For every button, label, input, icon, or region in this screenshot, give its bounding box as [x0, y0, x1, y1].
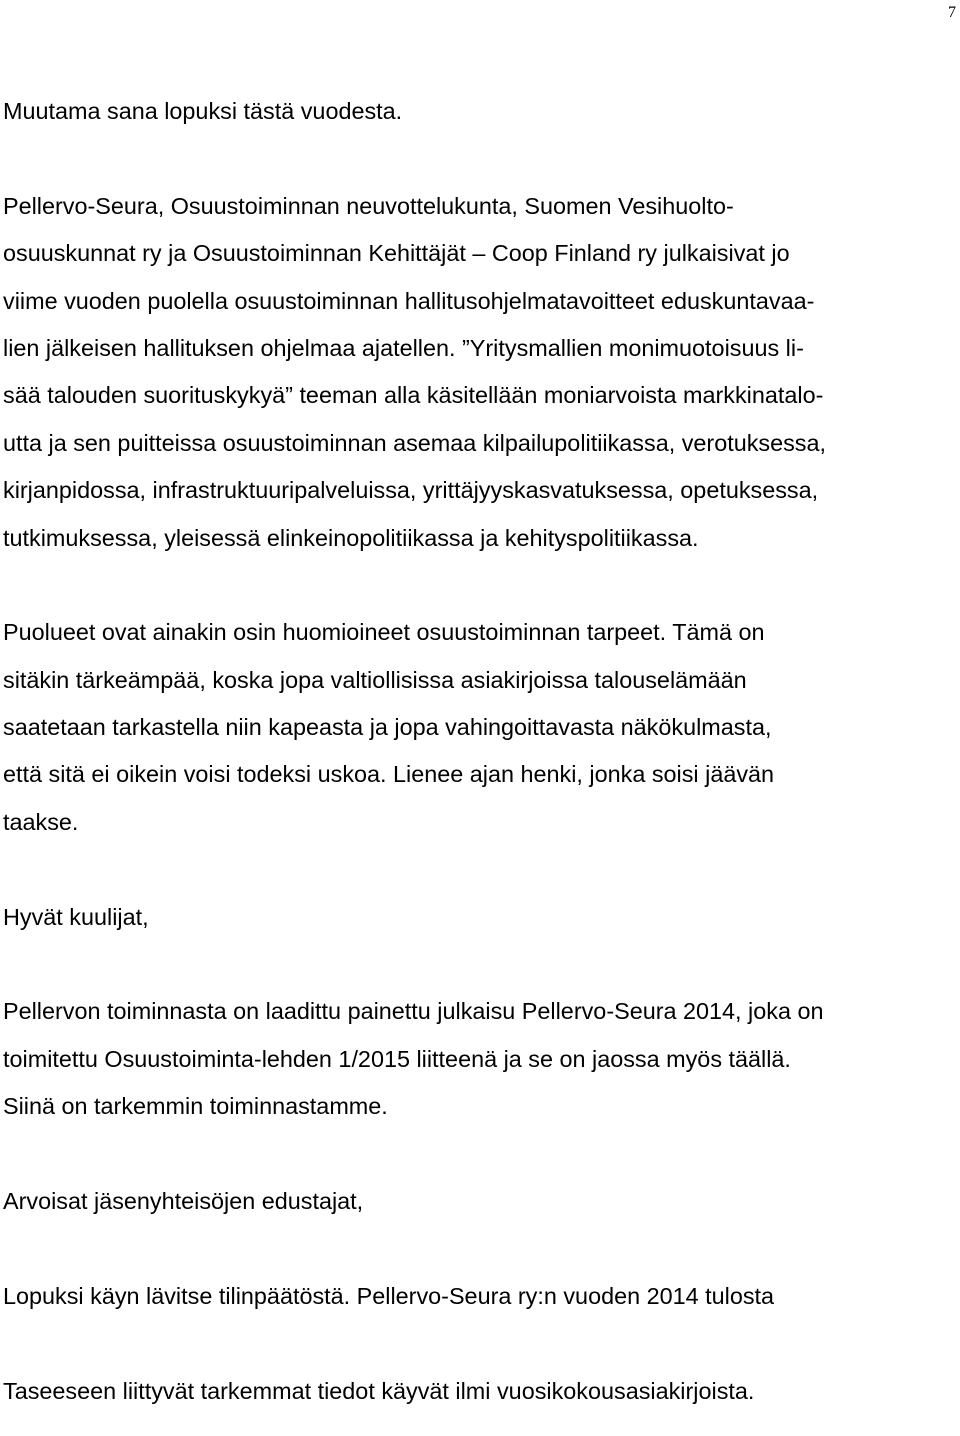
- paragraph-balance-sheet: [3, 1368, 957, 1415]
- text-line: toimitettu Osuustoiminta-lehden 1/2015 liitteenä ja se on jaossa myös täällä.: [3, 1045, 791, 1072]
- text-line: Pellervon toiminnasta on laadittu painettu julkaisu Pellervo-Seura 2014, joka on: [3, 998, 824, 1025]
- document-body: [3, 88, 957, 1415]
- paragraph-greeting-members: [3, 1178, 957, 1225]
- paragraph-publication: [3, 988, 957, 1130]
- text-line: sää talouden suorituskykyä” teeman alla käsitellään moniarvoista markkinatalo-: [3, 382, 824, 409]
- text-line: Siinä on tarkemmin toiminnastamme.: [3, 1093, 388, 1120]
- text-line: osuuskunnat ry ja Osuustoiminnan Kehittäjät – Coop Finland ry julkaisivat jo: [3, 240, 790, 267]
- text-line: Taseeseen liittyvät tarkemmat tiedot käyvät ilmi vuosikokousasiakirjoista.: [3, 1377, 755, 1404]
- text-line: Puolueet ovat ainakin osin huomioineet osuustoiminnan tarpeet. Tämä on: [3, 619, 765, 646]
- text-line: utta ja sen puitteissa osuustoiminnan asemaa kilpailupolitiikassa, verotuksessa,: [3, 429, 827, 456]
- text-line: että sitä ei oikein voisi todeksi uskoa. Lienee ajan henki, jonka soisi jäävän: [3, 761, 775, 788]
- text-line: kirjanpidossa, infrastruktuuripalveluissa, yrittäjyyskasvatuksessa, opetuksessa,: [3, 477, 819, 504]
- text-line: sitäkin tärkeämpää, koska jopa valtiollisissa asiakirjoissa talouselämään: [3, 666, 747, 693]
- text-line: lien jälkeisen hallituksen ohjelmaa ajatellen. ”Yritysmallien monimuotoisuus li-: [3, 334, 804, 361]
- page-number: 7: [948, 4, 956, 21]
- text-line: Muutama sana lopuksi tästä vuodesta.: [3, 98, 403, 124]
- text-line: viime vuoden puolella osuustoiminnan hallitusohjelmatavoitteet eduskuntavaa-: [3, 287, 815, 314]
- paragraph-parties: [3, 609, 957, 846]
- text-line: Arvoisat jäsenyhteisöjen edustajat,: [3, 1187, 364, 1214]
- text-line: saatetaan tarkastella niin kapeasta ja jopa vahingoittavasta näkökulmasta,: [3, 714, 772, 741]
- text-line: taakse.: [3, 808, 79, 835]
- paragraph-program-goals: [3, 183, 957, 562]
- text-line: Hyvät kuulijat,: [3, 903, 149, 930]
- paragraph-greeting-listeners: [3, 894, 957, 941]
- text-line: Lopuksi käyn lävitse tilinpäätöstä. Pellervo-Seura ry:n vuoden 2014 tulosta: [3, 1282, 775, 1309]
- paragraph-intro: [3, 88, 957, 135]
- paragraph-financial-statement: [3, 1273, 957, 1320]
- text-line: tutkimuksessa, yleisessä elinkeinopolitiikassa ja kehityspolitiikassa.: [3, 524, 699, 551]
- text-line: Pellervo-Seura, Osuustoiminnan neuvottelukunta, Suomen Vesihuolto-: [3, 192, 734, 219]
